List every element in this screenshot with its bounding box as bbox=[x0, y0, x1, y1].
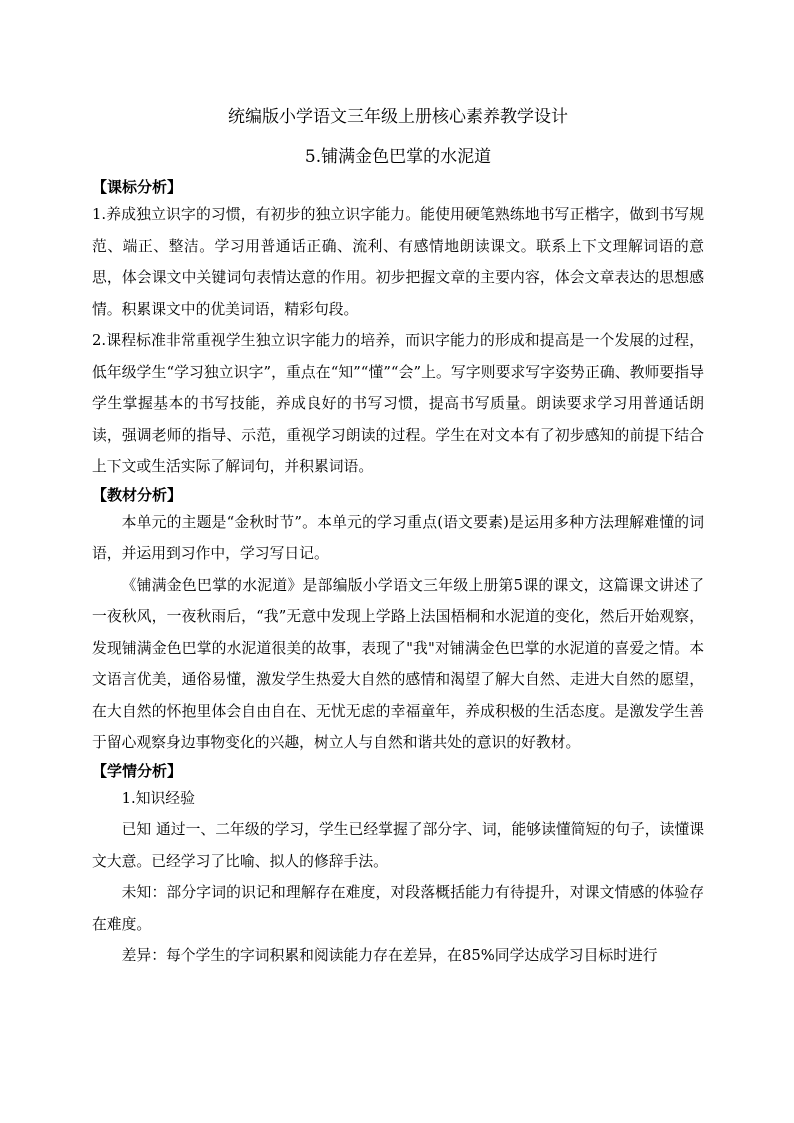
document-title: 统编版小学语文三年级上册核心素养教学设计 bbox=[228, 107, 568, 127]
paragraph-learner-2: 已知 通过一、二年级的学习，学生已经掌握了部分字、词，能够读懂简短的句子，读懂课文大意。已经学习了比喻、拟人的修辞手法。 bbox=[92, 821, 704, 870]
paragraph-learner-1: 1.知识经验 bbox=[121, 789, 195, 807]
section-heading-textbook: 【教材分析】 bbox=[92, 485, 183, 504]
paragraph-learner-3: 未知：部分字词的识记和理解存在难度，对段落概括能力有待提升，对课文情感的体验存在难度。 bbox=[92, 884, 704, 933]
document-body bbox=[92, 103, 704, 972]
section-heading-learner: 【学情分析】 bbox=[92, 761, 183, 780]
lesson-title: 5.铺满金色巴掌的水泥道 bbox=[304, 147, 492, 167]
section-heading-curriculum: 【课标分析】 bbox=[92, 178, 183, 196]
paragraph-textbook-1: 本单元的主题是“金秋时节”。本单元的学习重点(语文要素)是运用多种方法理解难懂的词语，并运用到习作中，学习写日记。 bbox=[92, 513, 704, 562]
paragraph-curriculum-1: 1.养成独立识字的习惯，有初步的独立识字能力。能使用硬笔熟练地书写正楷字，做到书写规范、端正、整洁。学习用普通话正确、流利、有感情地朗读课文。联系上下文理解词语的意思，体会课文中关键词句表情达意的作用。初步把握文章的主要内容，体会文章表达的思想感情。积累课文中的优美词语，精彩句段。 bbox=[92, 206, 704, 318]
paragraph-textbook-2: 《铺满金色巴掌的水泥道》是部编版小学语文三年级上册第5课的课文，这篇课文讲述了一夜秋风，一夜秋雨后，“我”无意中发现上学路上法国梧桐和水泥道的变化，然后开始观察，发现铺满金色巴掌的水泥道很美的故事，表现了"我"对铺满金色巴掌的水泥道的喜爱之情。本文语言优美，通俗易懂，激发学生热爱大自然的感情和渴望了解大自然、走进大自然的愿望，在大自然的怀抱里体会自由自在、无忧无虑的幸福童年，养成积极的生活态度。是激发学生善于留心观察身边事物变化的兴趣，树立人与自然和谐共处的意识的好教材。 bbox=[92, 576, 704, 751]
paragraph-learner-4: 差异：每个学生的字词积累和阅读能力存在差异，在85%同学达成学习目标时进行 bbox=[121, 947, 658, 964]
paragraph-curriculum-2: 2.课程标准非常重视学生独立识字能力的培养，而识字能力的形成和提高是一个发展的过程，低年级学生“学习独立识字”，重点在“知”“懂”“会”上。写字则要求写字姿势正确、教师要指导学生掌握基本的书写技能，养成良好的书写习惯，提高书写质量。朗读要求学习用普通话朗读，强调老师的指导、示范，重视学习朗读的过程。学生在对文本有了初步感知的前提下结合上下文或生活实际了解词句，并积累词语。 bbox=[92, 332, 704, 475]
